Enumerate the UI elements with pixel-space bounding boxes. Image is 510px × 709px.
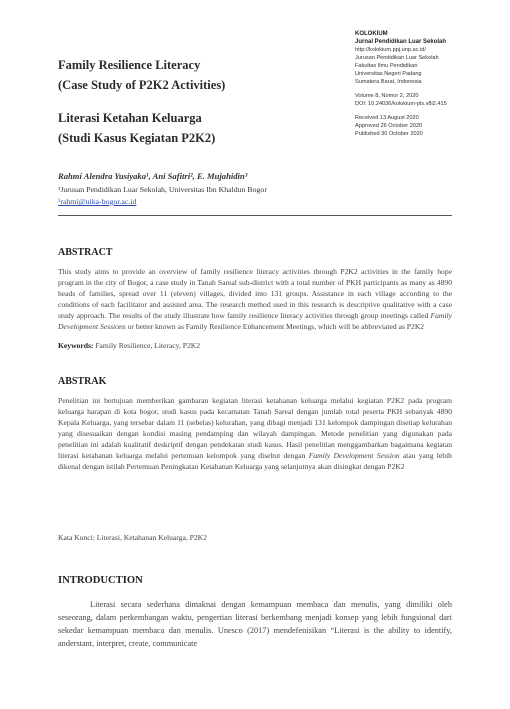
introduction-heading: INTRODUCTION <box>58 575 143 586</box>
journal-university: Universitas Negeri Padang <box>355 71 422 77</box>
abstract-text: This study aims to provide an overview of family resilience literacy activities through P2K2 activities in the family hope program in the city of Bogor, a case study in Tanah Sareal sub-district with a total number of PKH participants as many as 4890 heads of families, spread over 11 (eleven) villages, divided into 131 groups. Assistance in each village according to the conditions of each facilitator and assisted area. The research method used in this research is descriptive qualitative with a case study approach. The results of the study illustrate how family resilience literacy activities through group meetings called Family Development Sessions or better known as Family Resilience Enhancement Meetings, which will be abbreviated as P2K2 <box>58 267 452 331</box>
title-indonesian-line1: Literasi Ketahan Keluarga <box>58 111 202 125</box>
date-published: Published 30 October 2020 <box>355 131 423 137</box>
title-indonesian <box>58 108 215 148</box>
title-english <box>58 55 225 95</box>
title-english-line2: (Case Study of P2K2 Activities) <box>58 78 226 92</box>
introduction-text: Literasi secara sederhana dimaknai dengan kemampuan membaca dan menulis, yang dimiliki oleh seseorang, dalam perkembangan waktu, pengertian literasi berkembang menjadi konsep yang lebih fungsional dari sekedar kemampuan membaca dan menulis. Unesco (2017) mendefenisikan “Literasi is the ability to identify, anderstant, interpret, create, communicate <box>58 600 452 648</box>
author-affiliation: ¹Jurusan Pendidikan Luar Sekolah, Universitas Ibn Khaldun Bogor <box>58 185 267 194</box>
journal-location: Sumatera Barat, Indonesia <box>355 79 422 85</box>
journal-name: KOLOKIUM <box>355 31 388 37</box>
journal-dept: Jurusan Pendidikan Luar Sekolah <box>355 55 439 61</box>
title-english-line1: Family Resilience Literacy <box>58 58 201 72</box>
journal-volume: Volume 8, Nomor 2, 2020 <box>355 93 419 99</box>
author-email-link[interactable]: ¹rahmi@uika-bogor.ac.id <box>58 197 137 206</box>
abstrak-heading: ABSTRAK <box>58 376 107 387</box>
journal-url[interactable]: http://kolokium.ppj.unp.ac.id/ <box>355 47 426 53</box>
author-names: Rahmi Alendra Yusiyaka¹, Ani Safitri², E. Mujahidin³ <box>58 171 248 181</box>
abstract-keywords: Keywords: Family Resilience, Literacy, P2K2 <box>58 341 201 350</box>
journal-subtitle: Jurnal Pendidikan Luar Sekolah <box>355 39 447 45</box>
date-approved: Approved 26 October 2020 <box>355 123 423 129</box>
journal-doi[interactable]: DOI: 10.24036/kolokium-pls.v8i2.415 <box>355 101 447 107</box>
abstract-heading: ABSTRACT <box>58 247 113 258</box>
date-received: Received 13 August 2020 <box>355 115 419 121</box>
journal-info <box>355 30 505 144</box>
abstrak-text: Penelitian ini bertujuan memberikan gambaran kegiatan literasi ketahanan keluarga melalui kegiatan P2K2 pada program keluarga harapan di kota bogor, studi kasus pada kecamatan Tanah Sareal dengan jumlah total peserta PKH sebanyak 4890 Kepala Keluarga, yang tersebar dalam 11 (sebelas) kelurahan, yang dibagi menjadi 131 kelompok dampingan disetiap kelurahan yang disesuaikan dengan kondisi masing pendamping dan wilayah dampingan. Metode penelitian yang digunakan pada penelitian ini adalah kualitatif deskriptif dengan pendekatan studi kasus. Hasil penelitian menggambarkan bagaimana kegiatan literasi ketahanan keluarga melalui pertemuan kelompok yang disebut dengan Family Development Session atau yang lebih dikenal dengan istilah Pertemuan Peningkatan Ketahanan Keluarga yang selanjutnya akan disingkat dengan P2K2 <box>58 396 452 471</box>
header-divider <box>58 215 452 216</box>
abstrak-keywords: Kata Kunci: Literasi, Ketahanan Keluarga, P2K2 <box>58 533 207 542</box>
journal-faculty: Fakultas Ilmu Pendidikan <box>355 63 418 69</box>
title-indonesian-line2: (Studi Kasus Kegiatan P2K2) <box>58 131 216 145</box>
